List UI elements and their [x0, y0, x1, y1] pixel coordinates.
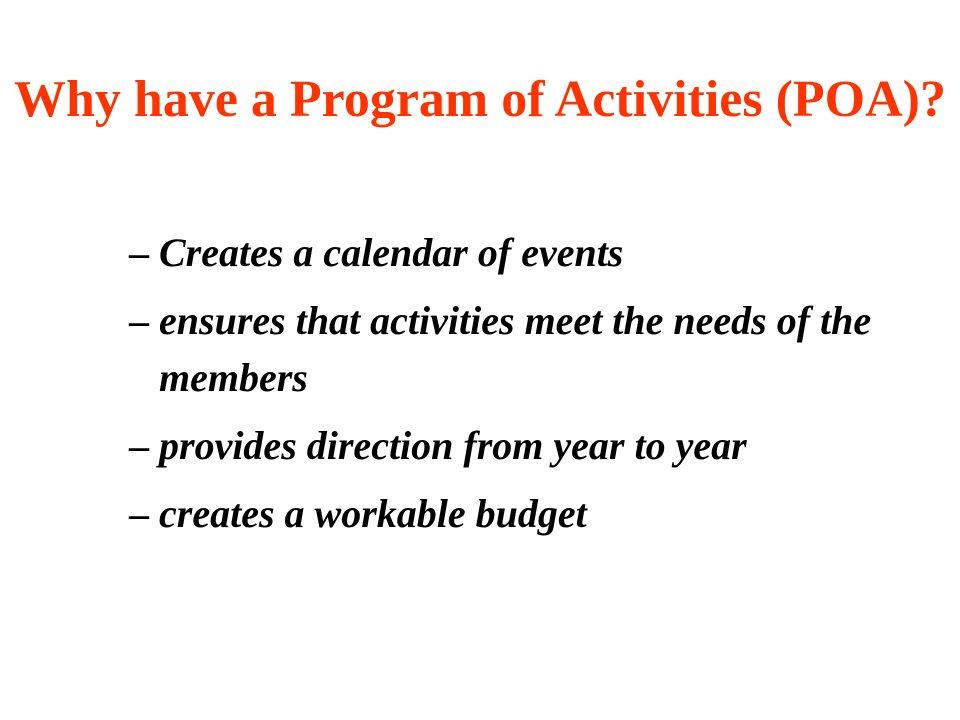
bullet-item — [129, 417, 875, 474]
bullet-dash: – — [129, 230, 149, 275]
bullet-list — [129, 224, 875, 553]
bullet-item — [129, 485, 875, 542]
bullet-text: Creates a calendar of events — [159, 230, 624, 275]
bullet-dash: – — [129, 298, 149, 343]
bullet-text: creates a workable budget — [159, 491, 587, 536]
bullet-item — [129, 292, 875, 406]
bullet-item — [129, 224, 875, 281]
bullet-dash: – — [129, 491, 149, 536]
bullet-dash: – — [129, 423, 149, 468]
bullet-text: ensures that activities meet the needs of the members — [159, 298, 872, 400]
bullet-text: provides direction from year to year — [159, 423, 747, 468]
slide-title: Why have a Program of Activities (POA)? — [14, 71, 946, 128]
